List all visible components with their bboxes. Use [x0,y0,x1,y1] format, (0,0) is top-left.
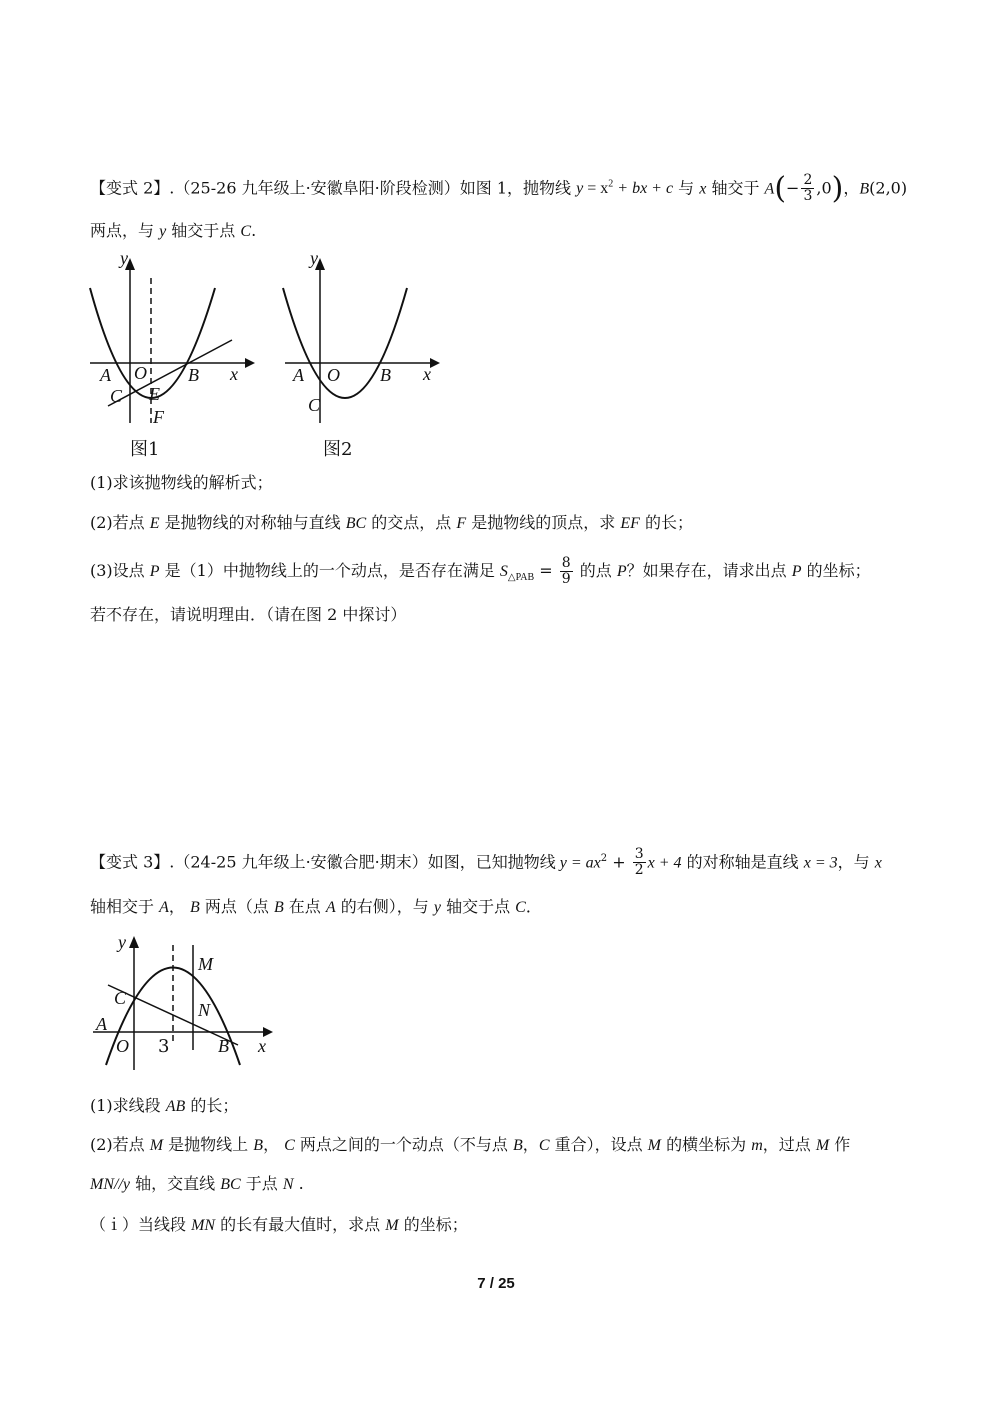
fig2-a-label: A [293,365,304,385]
point-a: A [764,180,775,198]
problem2-tag: 【变式 2】 [90,178,170,198]
fig1-caption: 图1 [130,439,160,460]
fig1-a-label: A [100,365,111,385]
fraction-a: $\frac{2}{3}$ [803,172,813,205]
fig2-c-label: C [308,395,321,415]
fig1-c-label: C [110,386,123,406]
problem2-q2: (2)若点 E 是抛物线的对称轴与直线 BC 的交点，点 F 是抛物线的顶点，求 EF 的长； [90,513,693,532]
fig3-three-label: 3 [158,1036,170,1057]
fig1-f-label: F [153,407,164,427]
fig1-b-label: B [188,365,199,385]
fig1-e-label: E [149,384,160,404]
problem3-line2: 轴相交于 A， B 两点（点 B 在点 A 的右侧），与 y 轴交于点 C． [90,897,542,916]
problem3-q2: (2)若点 M 是抛物线上 B， C 两点之间的一个动点（不与点 B，C 重合），设点 M 的横坐标为 m，过点 M 作 [90,1135,851,1154]
figure-2 [275,248,455,468]
fig3-n-label: N [198,1000,211,1020]
fig1-o-label: O [134,363,147,383]
fraction-3-2: $\frac{3}{2}$ [634,846,644,879]
fig1-x-label: x [230,364,238,384]
fig3-a-label: A [96,1014,107,1034]
problem3-tag: 【变式 3】 [90,852,170,872]
problem3-source: .（24-25 九年级上·安徽合肥·期末）如图，已知抛物线 [169,852,556,872]
fig3-x-label: x [258,1036,266,1056]
problem3-q2-line2: MN//y 轴，交直线 BC 于点 N . [90,1174,304,1193]
fraction-8-9: $\frac{8}{9}$ [561,555,571,587]
fig3-b-label: B [218,1036,229,1056]
problem2-source: .（25-26 九年级上·安徽阜阳·阶段检测）如图 1，抛物线 [169,178,572,198]
problem2-line1: 【变式 2】.（25-26 九年级上·安徽阜阳·阶段检测）如图 1，抛物线 $y = x^2$ + bx + c 与 x 轴交于 A(− $\frac{2}{3}$ ,0)，B(2,0) [90,170,908,206]
fig3-c-label: C [114,988,127,1008]
fig2-y-label: y [310,248,318,268]
problem2-equation: $y = x^2$ + bx + c [576,179,674,198]
fig2-x-label: x [423,364,431,384]
problem2-q1: (1)求该抛物线的解析式； [90,473,273,492]
point-b: B [859,180,870,198]
fig2-o-label: O [327,365,340,385]
problem2-q3: (3)设点 P 是（1）中抛物线上的一个动点，是否存在满足 $S_{\triangle PAB}$ = $\frac{8}{9}$ 的点 P？如果存在，请求出点 P 的坐标； [90,555,871,587]
fig3-m-label: M [198,954,213,974]
problem2-q3-line2: 若不存在，请说明理由．（请在图 2 中探讨） [90,605,407,624]
problem3-qi: （ｉ）当线段 MN 的长有最大值时，求点 M 的坐标； [90,1215,468,1234]
fig1-y-label: y [120,248,128,268]
page-number: 7 / 25 [477,1275,515,1292]
fig3-o-label: O [116,1036,129,1056]
figure-3 [88,930,288,1075]
fig2-caption: 图2 [323,439,353,460]
figure-1 [80,248,260,468]
fig3-y-label: y [118,932,126,952]
problem3-q1: (1)求线段 AB 的长； [90,1096,239,1115]
fig2-b-label: B [380,365,391,385]
problem3-line1: 【变式 3】.（24-25 九年级上·安徽合肥·期末）如图，已知抛物线 $y = ax^2$ + $\frac{3}{2}$ x + 4 的对称轴是直线 x = 3，与 x [90,846,882,879]
problem2-line2: 两点，与 y 轴交于点 C. [90,221,257,240]
